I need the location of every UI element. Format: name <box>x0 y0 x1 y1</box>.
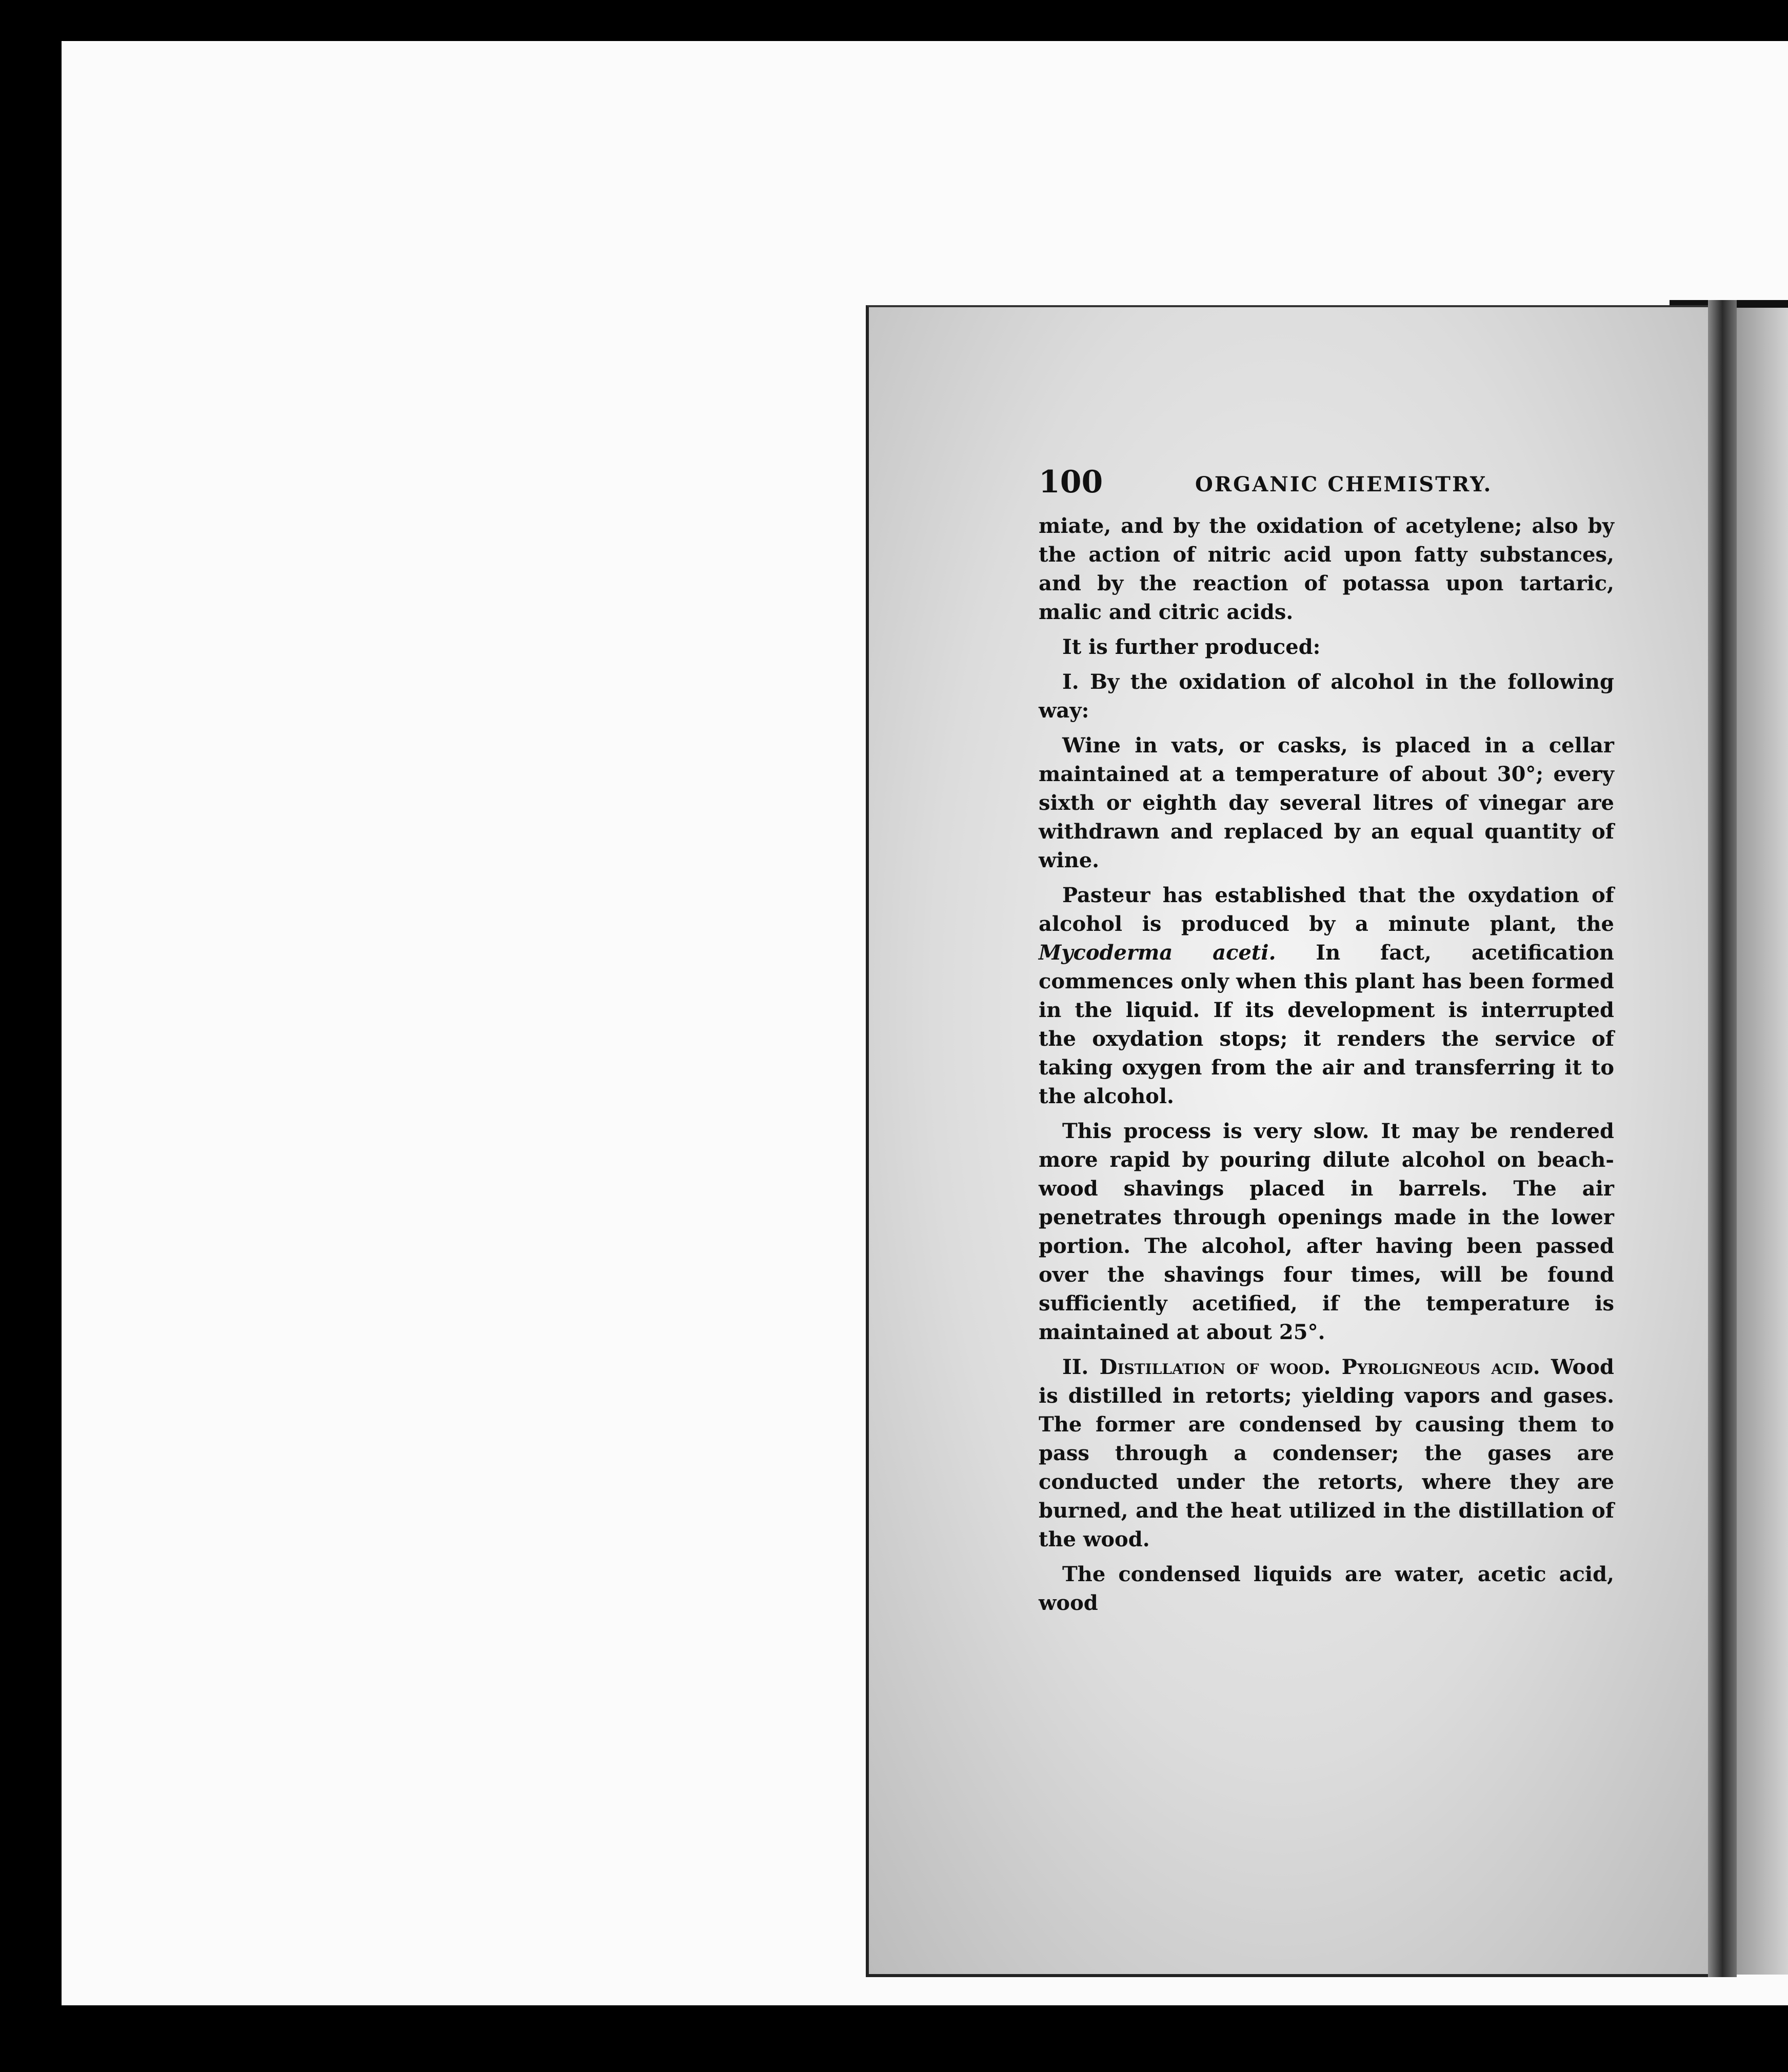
next-page-edge <box>1737 308 1788 1975</box>
running-head: ORGANIC CHEMISTRY. <box>1195 472 1493 496</box>
species-name: Mycoderma aceti. <box>1039 941 1276 965</box>
section-number: II. <box>1062 1355 1100 1379</box>
book-gutter <box>1708 300 1737 1977</box>
paragraph-7 <box>1039 1353 1614 1554</box>
paragraph-6: This process is very slow. It may be rendered more rapid by pouring dilute alcohol on beach-wood shavings placed in barrels. The air penetrates through openings made in the lower portion. The alcohol, after having been passed over the shavings four times, will be found sufficiently acetified, if the temperature is maintained at about 25°. <box>1039 1119 1614 1344</box>
paragraph-4: Wine in vats, or casks, is placed in a cellar maintained at a temperature of about 30°; every sixth or eighth day several litres of vinegar are withdrawn and replaced by an equal quantity of wine. <box>1039 733 1614 872</box>
paragraph-5-end: In fact, acetification commences only when this plant has been formed in the liquid. If its development is interrupted the oxydation stops; it renders the service of taking oxygen from the air and transferring it to the alcohol. <box>1039 941 1614 1108</box>
paragraph-5 <box>1039 881 1614 1111</box>
page-text <box>1039 462 1614 1624</box>
paragraph-2: It is further produced: <box>1062 635 1321 659</box>
paragraph-8: The condensed liquids are water, acetic acid, wood <box>1039 1562 1614 1615</box>
paragraph-5-start: Pasteur has established that the oxydation of alcohol is produced by a minute plant, the <box>1039 883 1614 936</box>
paragraph-1: miate, and by the oxidation of acetylene; also by the action of nitric acid upon fatty substances, and by the reaction of potassa upon tartaric, malic and citric acids. <box>1039 514 1614 624</box>
paragraph-3: I. By the oxidation of alcohol in the following way: <box>1039 670 1614 723</box>
section-heading: Distillation of wood. Pyroligneous acid. <box>1099 1355 1540 1379</box>
paragraph-7-body: Wood is distilled in retorts; yielding vapors and gases. The former are condensed by causing them to pass through a condenser; the gases are conducted under the retorts, where they are burned, and the heat utilized in the distillation of the wood. <box>1039 1355 1614 1551</box>
page-number: 100 <box>1039 464 1103 500</box>
page-header <box>1039 462 1614 503</box>
